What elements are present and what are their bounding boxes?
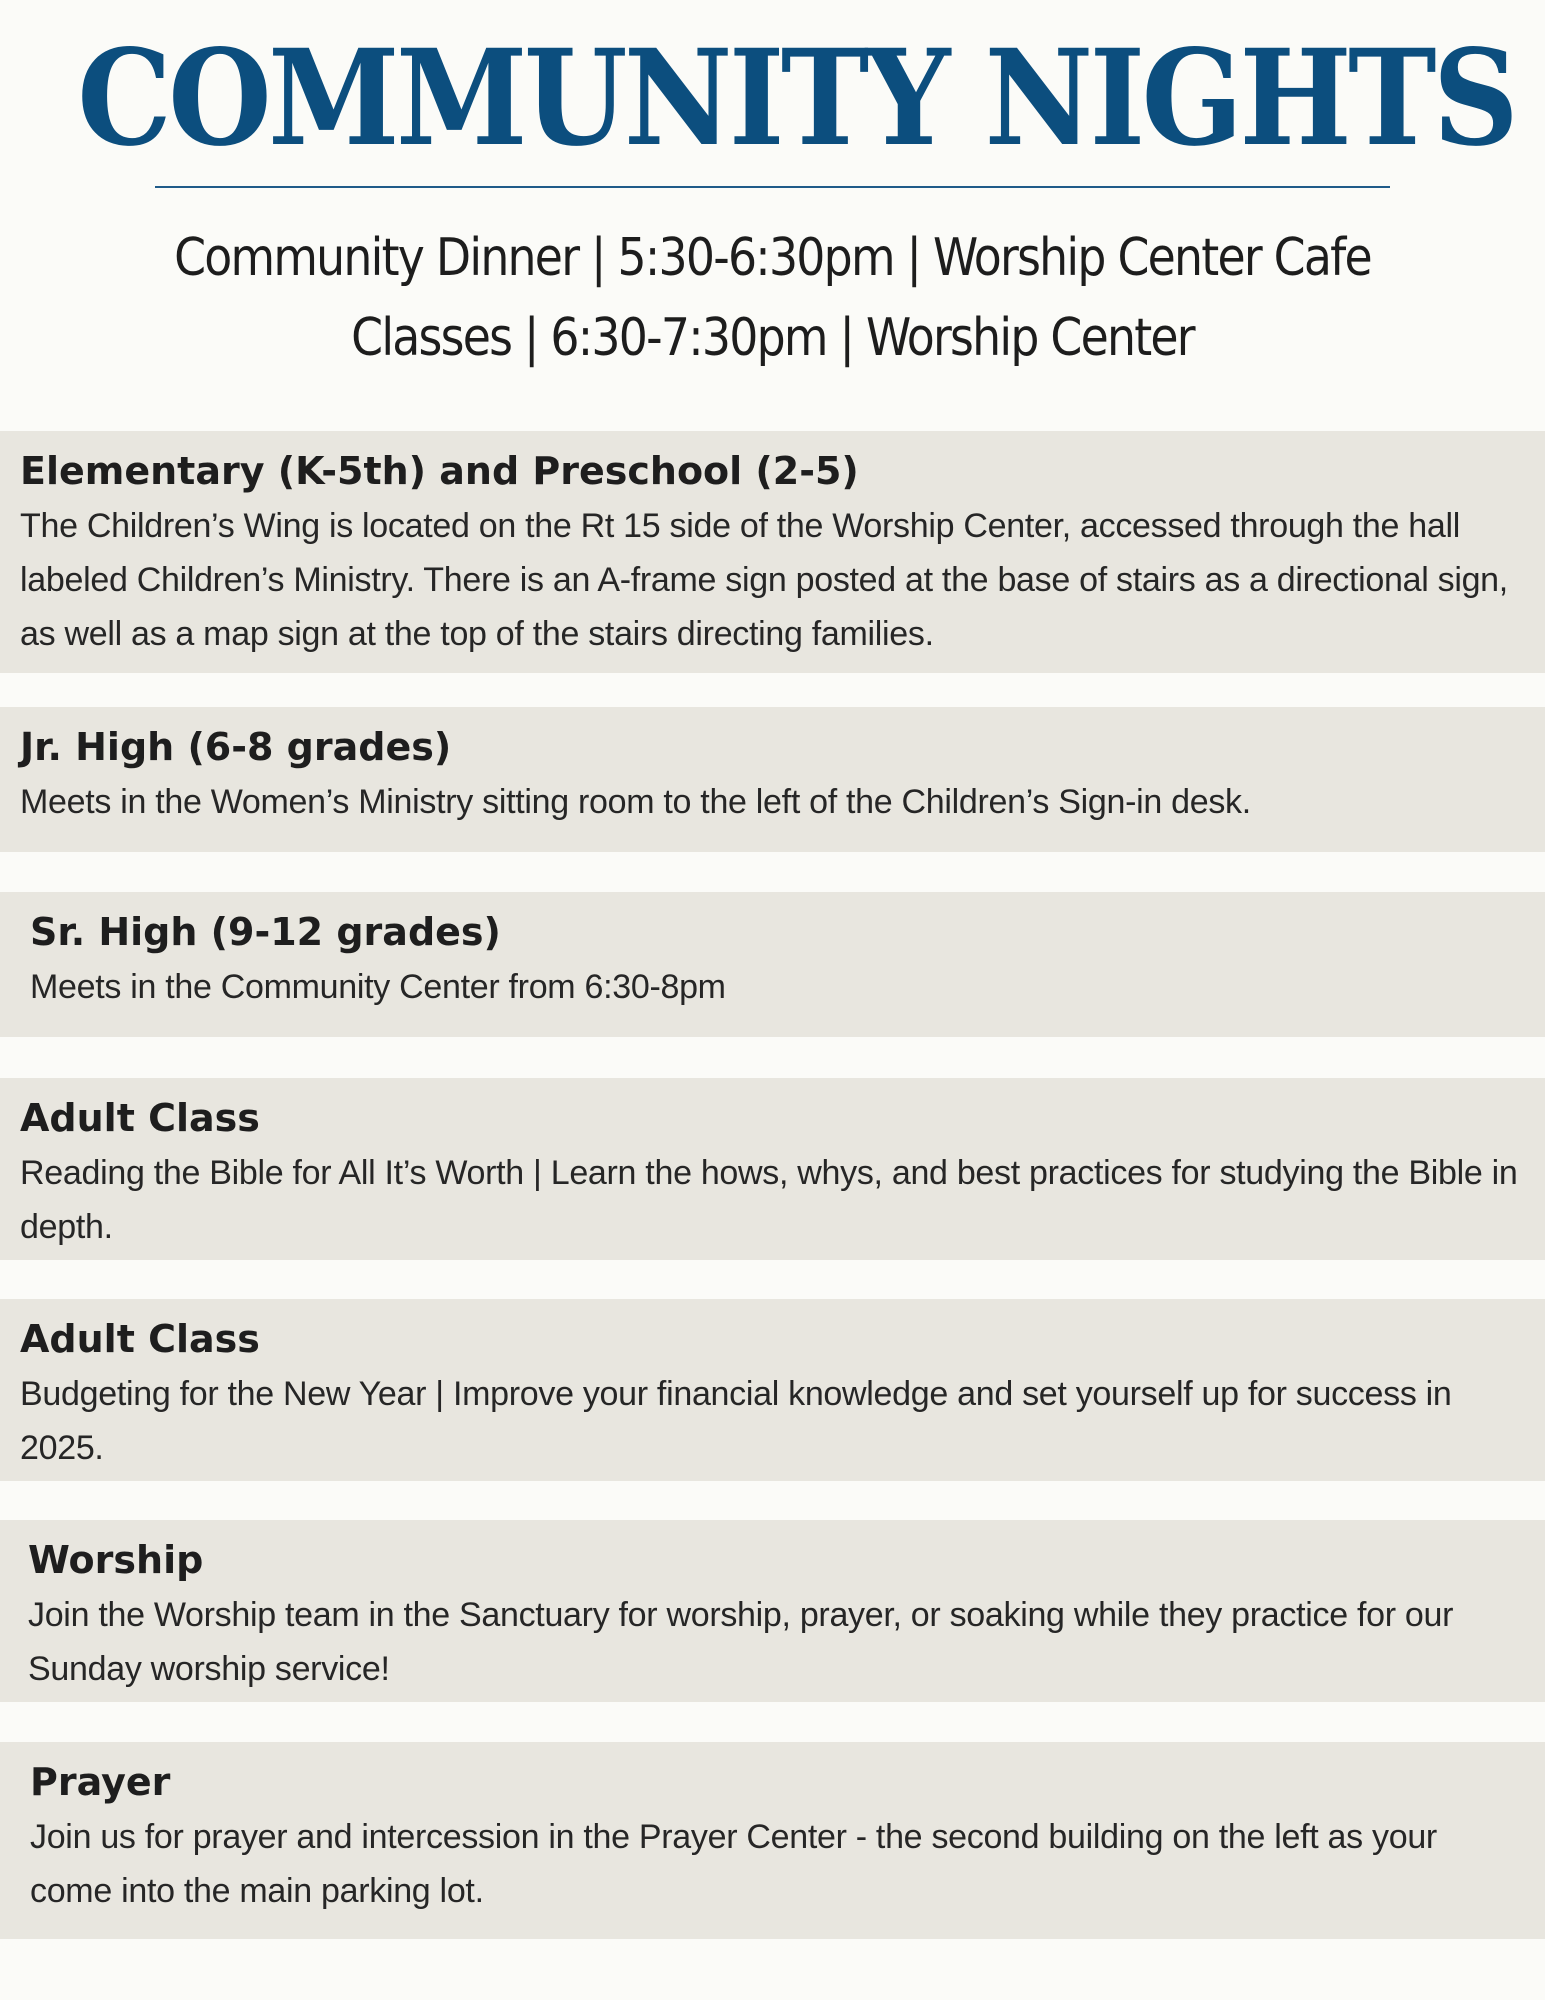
section-heading: Sr. High (9-12 grades) — [30, 910, 501, 954]
section-body: The Children’s Wing is located on the Rt 15 side of the Worship Center, accessed through the hall labeled Children’s Ministry. There is an A-frame sign posted at the base of stairs as a directional sign, as well as a map sign at the top of the stairs directing families. — [20, 507, 1508, 653]
schedule-block — [0, 218, 1545, 378]
section-prayer — [0, 1742, 1545, 1939]
section-body: Join the Worship team in the Sanctuary for worship, prayer, or soaking while they practice for our Sunday worship service! — [28, 1596, 1454, 1688]
section-body: Meets in the Women’s Ministry sitting room to the left of the Children’s Sign-in desk. — [20, 783, 1251, 821]
schedule-dinner-line: Community Dinner | 5:30-6:30pm | Worship Center Cafe — [174, 228, 1371, 288]
section-heading: Jr. High (6-8 grades) — [20, 725, 452, 769]
section-heading: Prayer — [30, 1760, 171, 1804]
section-heading: Adult Class — [20, 1317, 260, 1361]
section-body: Reading the Bible for All It’s Worth | Learn the hows, whys, and best practices for studying the Bible in depth. — [20, 1154, 1518, 1246]
section-adult-class-budgeting — [0, 1299, 1545, 1481]
section-worship — [0, 1520, 1545, 1702]
section-body: Meets in the Community Center from 6:30-8pm — [30, 968, 726, 1006]
schedule-classes-line: Classes | 6:30-7:30pm | Worship Center — [351, 308, 1194, 368]
section-jr-high — [0, 707, 1545, 852]
section-heading: Adult Class — [20, 1096, 260, 1140]
section-body: Join us for prayer and intercession in the Prayer Center - the second building on the left as your come into the main parking lot. — [30, 1818, 1437, 1910]
section-heading: Worship — [28, 1538, 204, 1582]
title-divider — [155, 186, 1390, 188]
section-sr-high — [0, 892, 1545, 1037]
section-body: Budgeting for the New Year | Improve your financial knowledge and set yourself up for success in 2025. — [20, 1375, 1452, 1467]
page-title: COMMUNITY NIGHTS — [77, 21, 1516, 176]
section-heading: Elementary (K-5th) and Preschool (2-5) — [20, 449, 859, 493]
section-elementary-preschool — [0, 431, 1545, 673]
section-adult-class-bible — [0, 1078, 1545, 1260]
